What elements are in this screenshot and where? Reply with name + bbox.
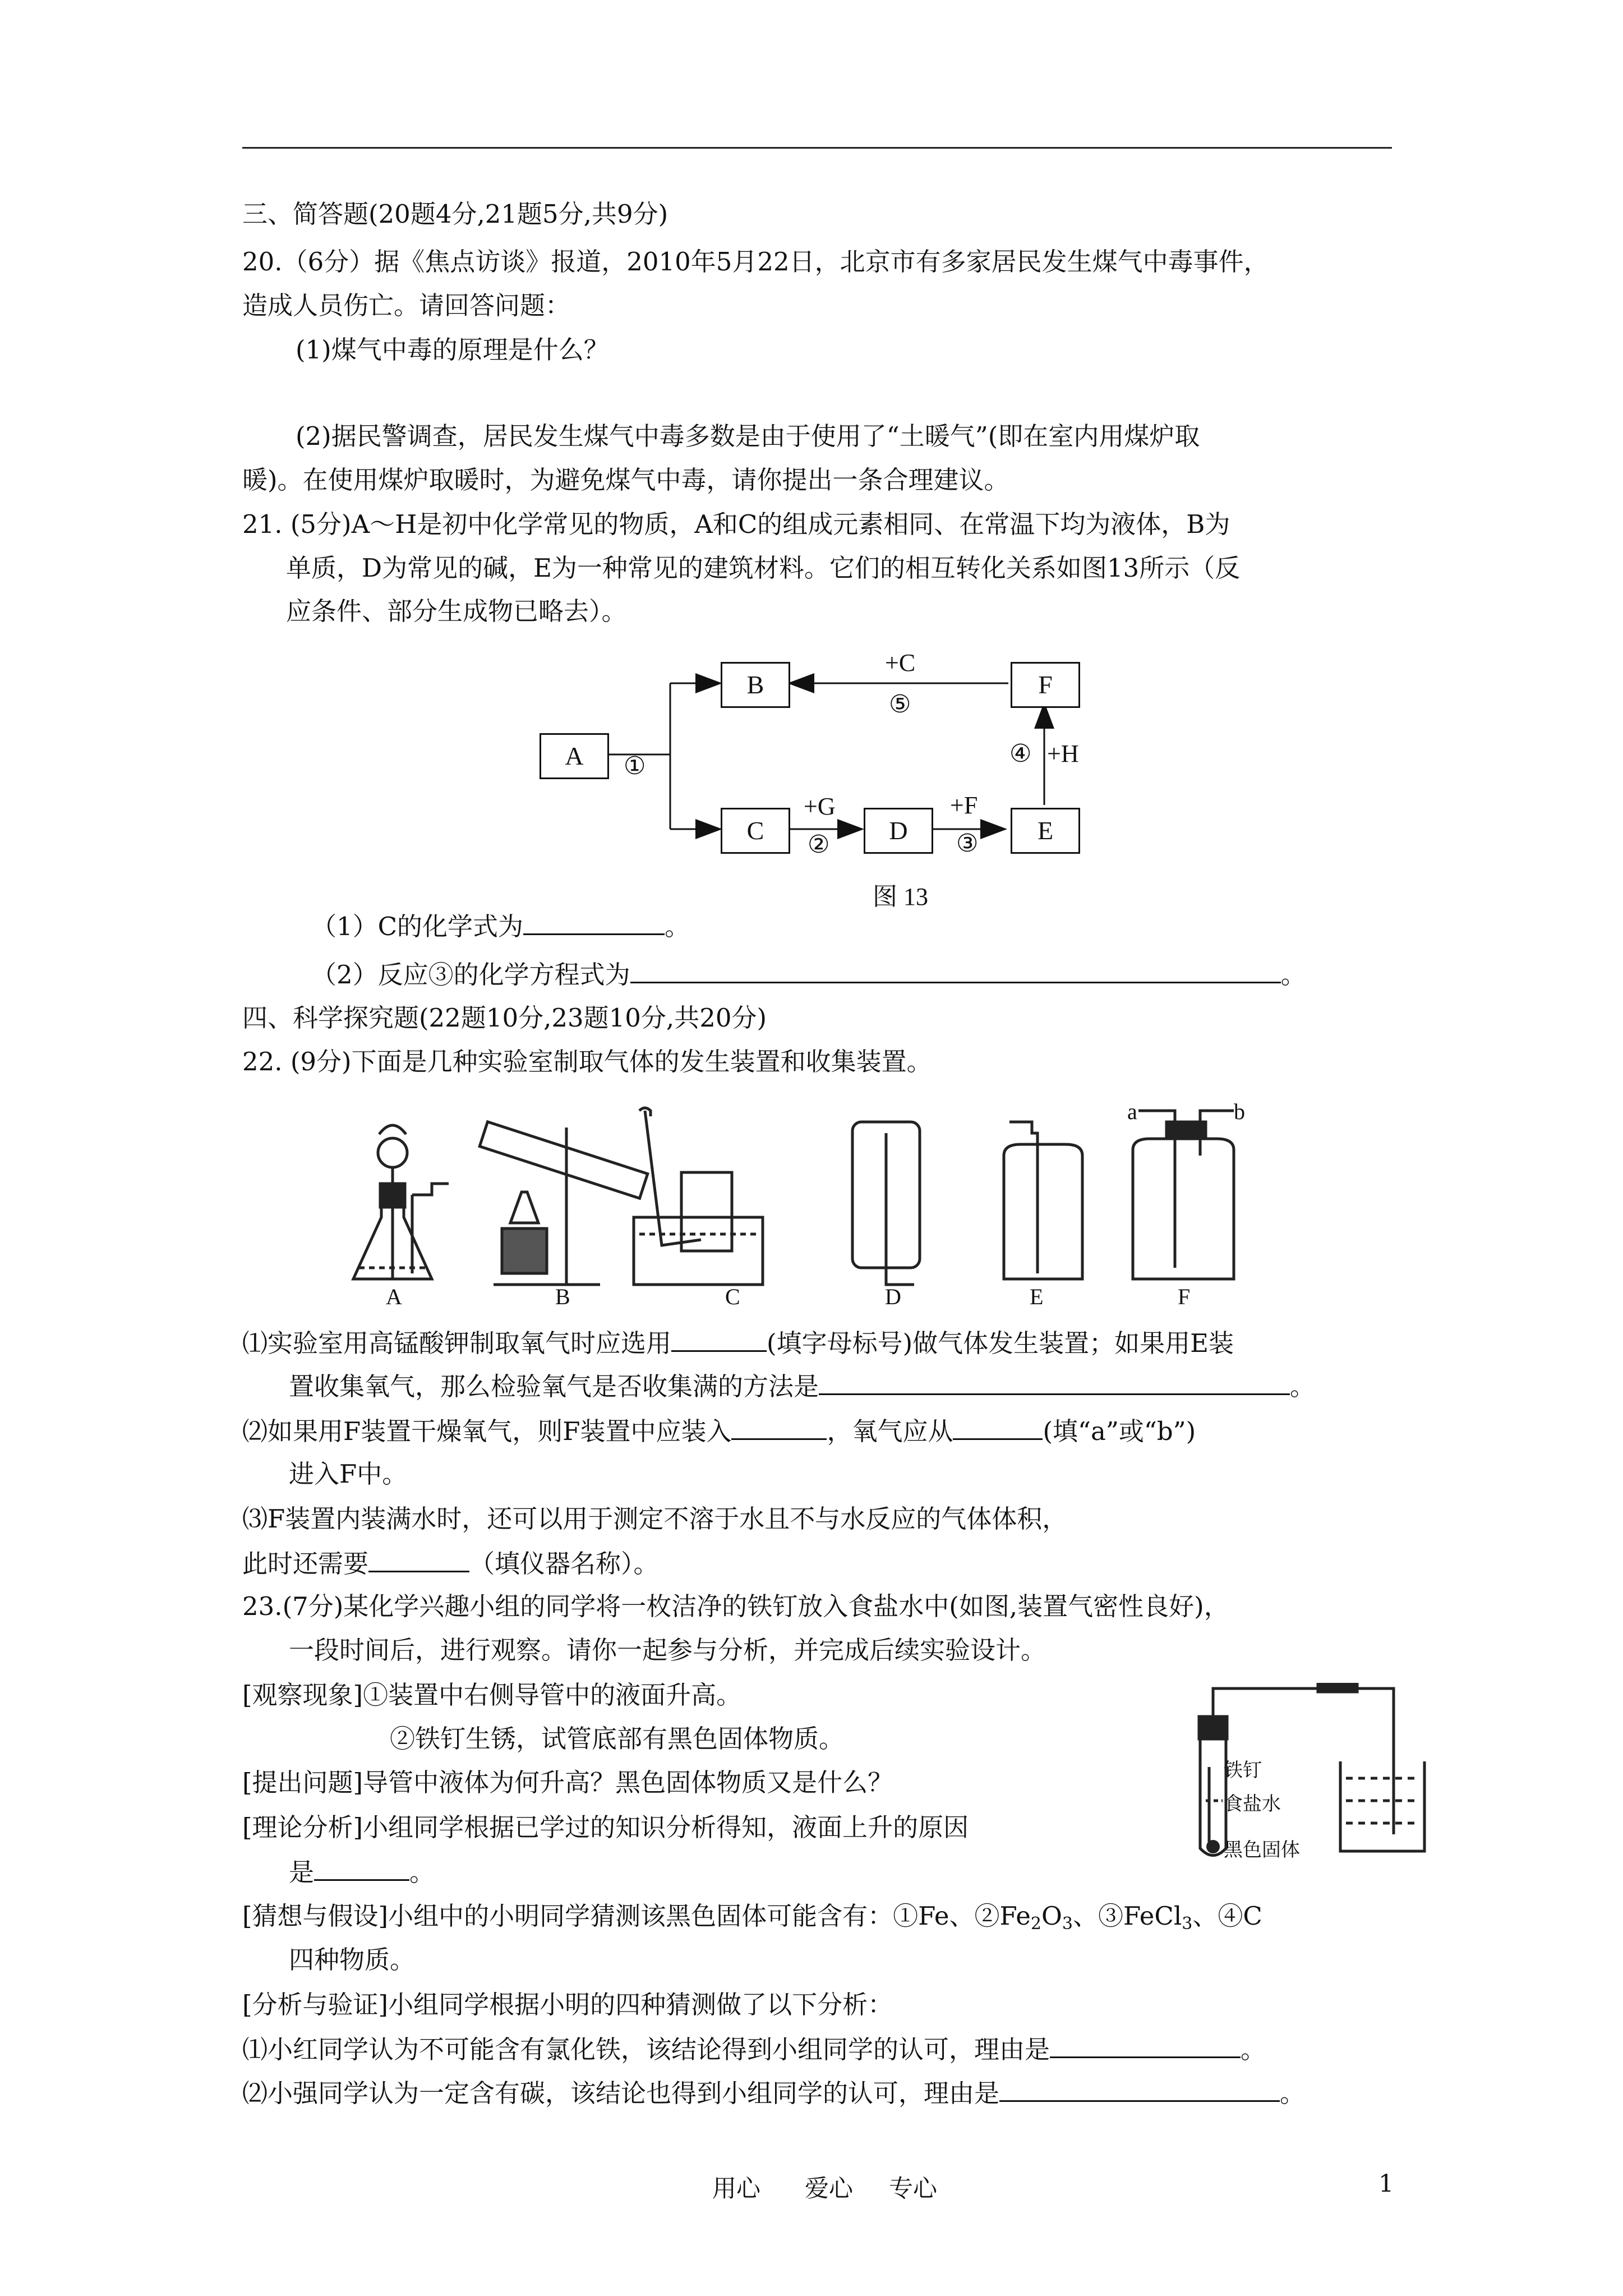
q21-sub1	[311, 909, 690, 944]
q23-hyp-sub-3b: 3	[1182, 1914, 1193, 1934]
q22-sub1-text-cont: (填字母标号)做气体发生装置；如果用E装	[767, 1328, 1234, 1358]
reaction-2-condition: +G	[804, 793, 836, 820]
label-salt-water: 食盐水	[1224, 1794, 1281, 1815]
q22-line1: 22. (9分)下面是几种实验室制取气体的发生装置和收集装置。	[242, 1047, 932, 1076]
q20-line1: 20.（6分）据《焦点访谈》报道，2010年5月22日，北京市有多家居民发生煤气中毒事件，	[242, 247, 1269, 277]
apparatus-label-e: E	[1030, 1284, 1044, 1309]
apparatus-label-b: B	[555, 1284, 570, 1309]
reaction-3-label: ③	[956, 830, 979, 857]
node-e: E	[1011, 808, 1080, 854]
port-a-label: a	[1127, 1099, 1137, 1124]
apparatus-a-flask	[353, 1125, 449, 1279]
reaction-4-condition: +H	[1047, 740, 1079, 767]
q22-answer-blank-5[interactable]	[368, 1546, 469, 1572]
q23-analysis: [分析与验证]小组同学根据小明的四种猜测做了以下分析：	[242, 1990, 893, 2019]
q23-observe-1: [观察现象]①装置中右侧导管中的液面升高。	[242, 1680, 742, 1710]
lab-apparatus-figure	[336, 1099, 1301, 1318]
apparatus-b-heating	[479, 1122, 648, 1285]
page-number: 1	[1378, 2170, 1394, 2198]
q22-sub1b-end: 。	[1290, 1372, 1316, 1401]
node-d: D	[864, 808, 933, 854]
q23-analysis-1-end: 。	[1241, 2035, 1266, 2064]
q22-sub2-text-end: (填“a”或“b”)	[1043, 1416, 1196, 1446]
q22-sub1-line2	[289, 1369, 1315, 1404]
reaction-5-condition: +C	[885, 649, 916, 677]
q23-hyp-sub-2: 2	[1030, 1914, 1041, 1934]
q20-line2: 造成人员伤亡。请回答问题：	[242, 291, 571, 320]
q23-line1: 23.(7分)某化学兴趣小组的同学将一枚洁净的铁钉放入食盐水中(如图,装置气密性良好)，	[242, 1591, 1229, 1621]
q22-sub2-line1	[242, 1414, 1196, 1448]
q23-analysis-2-end: 。	[1280, 2078, 1306, 2108]
q20-part1: (1)煤气中毒的原理是什么？	[296, 335, 609, 365]
reaction-5-label: ⑤	[889, 691, 911, 718]
apparatus-d-bottle	[852, 1122, 920, 1285]
q23-answer-blank-2[interactable]	[1050, 2032, 1241, 2058]
reaction-3-condition: +F	[950, 792, 978, 819]
node-b: B	[721, 662, 790, 708]
q21-sub1-text: （1）C的化学式为	[311, 912, 524, 941]
q21-sub1-end: 。	[665, 912, 690, 941]
apparatus-c-water-trough	[634, 1108, 763, 1285]
q22-answer-blank-3[interactable]	[731, 1414, 827, 1440]
apparatus-f-bottle	[1133, 1111, 1234, 1279]
q22-sub2-text: ⑵如果用F装置干燥氧气，则F装置中应装入	[242, 1416, 732, 1446]
q20-part2-line1: (2)据民警调查，居民发生煤气中毒多数是由于使用了“土暖气”(即在室内用煤炉取	[296, 421, 1200, 451]
q23-analysis-2-text: ⑵小强同学认为一定含有碳，该结论也得到小组同学的认可，理由是	[242, 2078, 1000, 2108]
node-f: F	[1011, 662, 1080, 708]
q21-sub2-end: 。	[1280, 960, 1306, 990]
q23-hyp-text: [猜想与假设]小组中的小明同学猜测该黑色固体可能含有：①Fe、②Fe	[242, 1901, 1031, 1931]
q22-sub3-end: （填仪器名称）。	[469, 1549, 659, 1579]
q23-hyp-fecl: 、③FeCl	[1073, 1901, 1182, 1931]
q21-line3: 应条件、部分生成物已略去）。	[286, 596, 627, 626]
q23-hyp-end: 、④C	[1192, 1901, 1262, 1931]
q21-line1: 21. (5分)A～H是初中化学常见的物质，A和C的组成元素相同、在常温下均为液体，B为	[242, 509, 1230, 539]
q21-answer-blank-2[interactable]	[630, 957, 1281, 983]
footer-motto-1: 用心	[712, 2175, 760, 2203]
apparatus-label-f: F	[1178, 1284, 1191, 1309]
q23-question: [提出问题]导管中液体为何升高？黑色固体物质又是什么？	[242, 1768, 893, 1797]
reaction-1-label: ①	[624, 752, 646, 780]
port-b-label: b	[1234, 1099, 1245, 1124]
q22-answer-blank-1[interactable]	[671, 1326, 767, 1352]
q23-hypothesis-2: 四种物质。	[289, 1945, 416, 1975]
label-nail: 铁钉	[1224, 1760, 1262, 1781]
q23-analysis-1	[242, 2032, 1266, 2067]
node-a: A	[540, 733, 609, 779]
apparatus-label-d: D	[885, 1284, 901, 1309]
q23-hyp-o: O	[1041, 1901, 1062, 1931]
q20-part2-line2: 暖)。在使用煤炉取暖时，为避免煤气中毒，请你提出一条合理建议。	[242, 465, 1009, 495]
reaction-2-label: ②	[808, 831, 830, 858]
q21-line2: 单质，D为常见的碱，E为一种常见的建筑材料。它们的相互转化关系如图13所示（反	[286, 553, 1241, 583]
figure-13-caption: 图 13	[873, 883, 928, 910]
apparatus-label-a: A	[386, 1284, 402, 1309]
q21-sub2	[311, 957, 1306, 992]
q22-answer-blank-2[interactable]	[819, 1369, 1290, 1395]
q23-answer-blank-1[interactable]	[314, 1855, 409, 1881]
header-rule	[242, 147, 1392, 149]
node-c: C	[721, 808, 790, 854]
q22-sub3-text: 此时还需要	[242, 1549, 369, 1579]
q23-answer-blank-3[interactable]	[999, 2076, 1280, 2102]
q23-theory-2-end: 。	[409, 1857, 435, 1887]
reaction-4-label: ④	[1009, 740, 1032, 767]
q23-theory-2	[289, 1855, 435, 1889]
section4-title: 四、科学探究题(22题10分,23题10分,共20分)	[242, 1003, 767, 1033]
label-black-solid: 黑色固体	[1224, 1840, 1300, 1861]
q23-line2: 一段时间后，进行观察。请你一起参与分析，并完成后续实验设计。	[289, 1635, 1046, 1665]
q23-theory-2-text: 是	[289, 1857, 315, 1887]
q23-analysis-2	[242, 2076, 1305, 2110]
section3-title: 三、简答题(20题4分,21题5分,共9分)	[242, 199, 668, 229]
q23-observe-2: ②铁钉生锈，试管底部有黑色固体物质。	[390, 1724, 845, 1754]
apparatus-e-bottle	[1004, 1122, 1082, 1279]
q22-sub1-text: ⑴实验室用高锰酸钾制取氧气时应选用	[242, 1328, 672, 1358]
q23-hyp-sub-3a: 3	[1062, 1914, 1073, 1934]
q22-sub2-text-mid: ，氧气应从	[827, 1416, 953, 1446]
q23-theory-1: [理论分析]小组同学根据已学过的知识分析得知，液面上升的原因	[242, 1812, 969, 1842]
q21-answer-blank-1[interactable]	[523, 909, 665, 935]
footer-motto-3: 专心	[889, 2175, 937, 2203]
q22-answer-blank-4[interactable]	[953, 1414, 1043, 1440]
footer-motto-2: 爱心	[805, 2175, 853, 2203]
q22-sub3-line2	[242, 1546, 659, 1581]
q21-sub2-text: （2）反应③的化学方程式为	[311, 960, 630, 990]
q23-hypothesis-1	[242, 1899, 1262, 1941]
q22-sub1-line1	[242, 1326, 1234, 1360]
q23-analysis-1-text: ⑴小红同学认为不可能含有氯化铁，该结论得到小组同学的认可，理由是	[242, 2035, 1050, 2064]
q22-sub2-line2: 进入F中。	[289, 1459, 408, 1489]
q22-sub3-line1: ⑶F装置内装满水时，还可以用于测定不溶于水且不与水反应的气体体积，	[242, 1504, 1068, 1534]
apparatus-label-c: C	[725, 1284, 740, 1309]
q22-sub1b-text: 置收集氧气，那么检验氧气是否收集满的方法是	[289, 1372, 819, 1401]
